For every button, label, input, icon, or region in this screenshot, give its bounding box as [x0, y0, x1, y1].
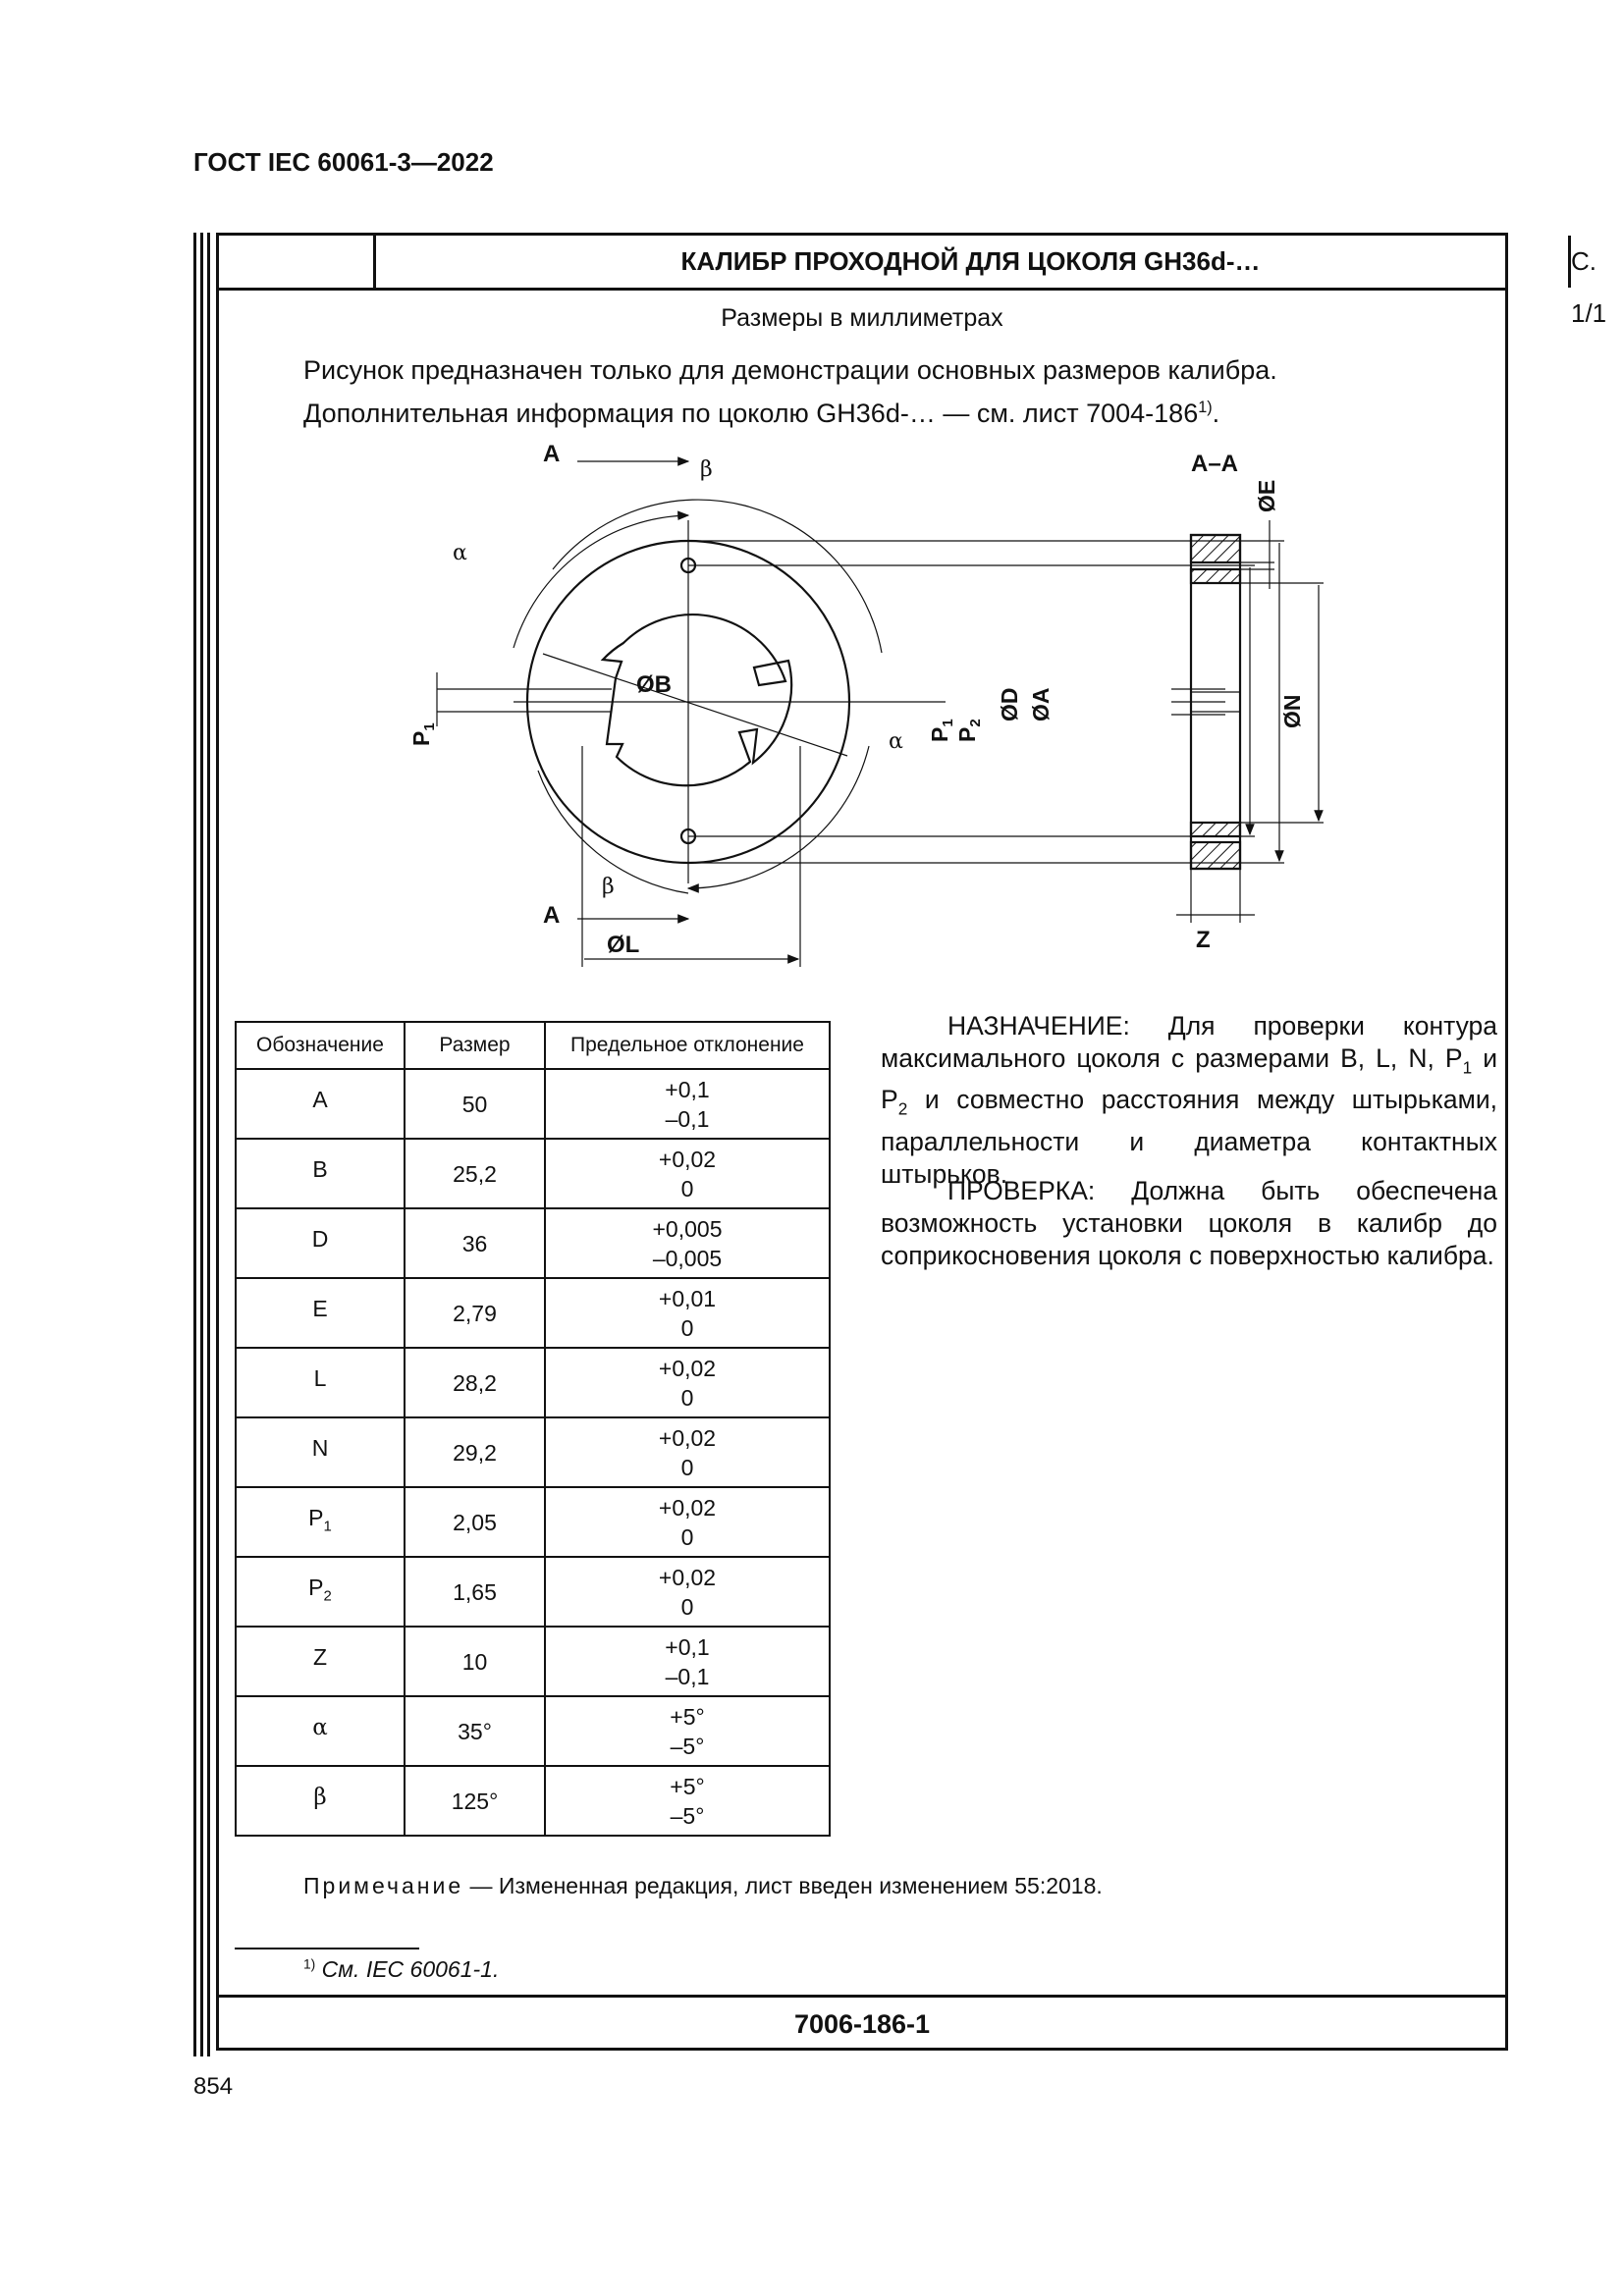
row-size: 2,05	[405, 1487, 545, 1557]
row-tolerance: +0,1 –0,1	[545, 1627, 830, 1696]
table-header-row	[236, 1022, 830, 1069]
table-row	[236, 1417, 830, 1487]
beta-label-bottom: β	[602, 875, 615, 899]
intro-text	[303, 351, 1277, 432]
intro-line-2: Дополнительная информация по цоколю GH36d-… — см. лист 7004-186$^{1)}$.	[303, 399, 1220, 428]
row-size: 29,2	[405, 1417, 545, 1487]
dim-a: ØA	[1028, 687, 1054, 721]
units-note: Размеры в миллиметрах	[721, 304, 1003, 332]
dim-z: Z	[1196, 927, 1211, 953]
row-size: 2,79	[405, 1278, 545, 1348]
row-size: 25,2	[405, 1139, 545, 1208]
row-tolerance: +0,02 0	[545, 1487, 830, 1557]
binding-line	[207, 233, 210, 2056]
row-designation: E	[236, 1278, 405, 1348]
header-size: Размер	[405, 1022, 545, 1069]
note-label: Примечание	[303, 1873, 464, 1898]
row-designation: β	[236, 1766, 405, 1836]
table-row	[236, 1696, 830, 1766]
dim-p1-right: $P_1$	[927, 719, 956, 742]
row-designation: $P_2$	[236, 1557, 405, 1627]
row-tolerance: +0,1 –0,1	[545, 1069, 830, 1139]
row-size: 125°	[405, 1766, 545, 1836]
section-label: A–A	[1191, 451, 1239, 477]
sheet-code: 7006-186-1	[219, 1995, 1505, 2051]
row-designation: α	[236, 1696, 405, 1766]
row-tolerance: +0,02 0	[545, 1557, 830, 1627]
row-tolerance: +5° –5°	[545, 1766, 830, 1836]
table-row	[236, 1208, 830, 1278]
table-row	[236, 1348, 830, 1417]
footnote-separator	[235, 1948, 419, 1949]
row-tolerance: +0,02 0	[545, 1417, 830, 1487]
document-header: ГОСТ IEC 60061-3—2022	[193, 147, 494, 177]
table-row	[236, 1557, 830, 1627]
dim-n: ØN	[1279, 694, 1305, 728]
header-tolerance: Предельное отклонение	[545, 1022, 830, 1069]
table-row	[236, 1069, 830, 1139]
check-text: ПРОВЕРКА: Должна быть обеспечена возможность установки цоколя в калибр до соприкосновения цоколя с поверхностью калибра.	[881, 1176, 1497, 1270]
sheet-frame	[216, 233, 1607, 2051]
header-designation: Обозначение	[236, 1022, 405, 1069]
purpose-text: НАЗНАЧЕНИЕ: Для проверки контура максимального цоколя с размерами B, L, N, $P_1$ и $P_2$ и совместно расстояния между штырьками, параллельности и диаметра контактных штырьков.	[881, 1011, 1498, 1189]
dim-p2: $P_2$	[954, 719, 984, 742]
dim-d: ØD	[997, 687, 1022, 721]
footnote-ref: 1)	[1198, 399, 1213, 416]
binding-line	[193, 233, 196, 2056]
row-tolerance: +0,01 0	[545, 1278, 830, 1348]
dim-l: ØL	[607, 932, 640, 958]
inner-bore	[603, 614, 791, 785]
dim-e: ØE	[1254, 479, 1279, 512]
table-row	[236, 1487, 830, 1557]
row-designation: L	[236, 1348, 405, 1417]
title-bar: КАЛИБР ПРОХОДНОЙ ДЛЯ ЦОКОЛЯ GH36d-… С. 1/1	[219, 236, 1505, 291]
row-designation: N	[236, 1417, 405, 1487]
row-size: 36	[405, 1208, 545, 1278]
section-mark-a-bottom: A	[543, 902, 561, 929]
note-text: — Измененная редакция, лист введен изменением 55:2018.	[463, 1873, 1103, 1898]
row-designation: A	[236, 1069, 405, 1139]
table-row	[236, 1278, 830, 1348]
binding-line	[200, 233, 203, 2056]
footnote: $^{1)}$ См. IEC 60061-1.	[303, 1956, 500, 1982]
page-number: 854	[193, 2073, 234, 2100]
row-designation: Z	[236, 1627, 405, 1696]
dim-b: ØB	[636, 671, 672, 698]
row-size: 28,2	[405, 1348, 545, 1417]
beta-label-top: β	[700, 457, 713, 482]
title-empty-cell	[219, 236, 376, 288]
alpha-label-top: α	[453, 541, 467, 565]
intro-line-1: Рисунок предназначен только для демонстрации основных размеров калибра.	[303, 355, 1277, 385]
row-size: 10	[405, 1627, 545, 1696]
row-tolerance: +5° –5°	[545, 1696, 830, 1766]
row-tolerance: +0,005 –0,005	[545, 1208, 830, 1278]
row-designation: D	[236, 1208, 405, 1278]
row-tolerance: +0,02 0	[545, 1139, 830, 1208]
row-designation: $P_1$	[236, 1487, 405, 1557]
sheet-title: КАЛИБР ПРОХОДНОЙ ДЛЯ ЦОКОЛЯ GH36d-…	[373, 236, 1571, 288]
dim-p1-left: $P_1$	[408, 722, 438, 746]
note	[303, 1873, 1103, 1899]
alpha-label-bottom: α	[889, 729, 903, 754]
table-row	[236, 1766, 830, 1836]
row-designation: B	[236, 1139, 405, 1208]
row-size: 50	[405, 1069, 545, 1139]
table-row	[236, 1139, 830, 1208]
row-tolerance: +0,02 0	[545, 1348, 830, 1417]
row-size: 1,65	[405, 1557, 545, 1627]
gauge-drawing	[219, 432, 1505, 1001]
row-size: 35°	[405, 1696, 545, 1766]
dimensions-table	[235, 1021, 831, 1837]
section-mark-a-top: A	[543, 441, 561, 467]
table-row	[236, 1627, 830, 1696]
